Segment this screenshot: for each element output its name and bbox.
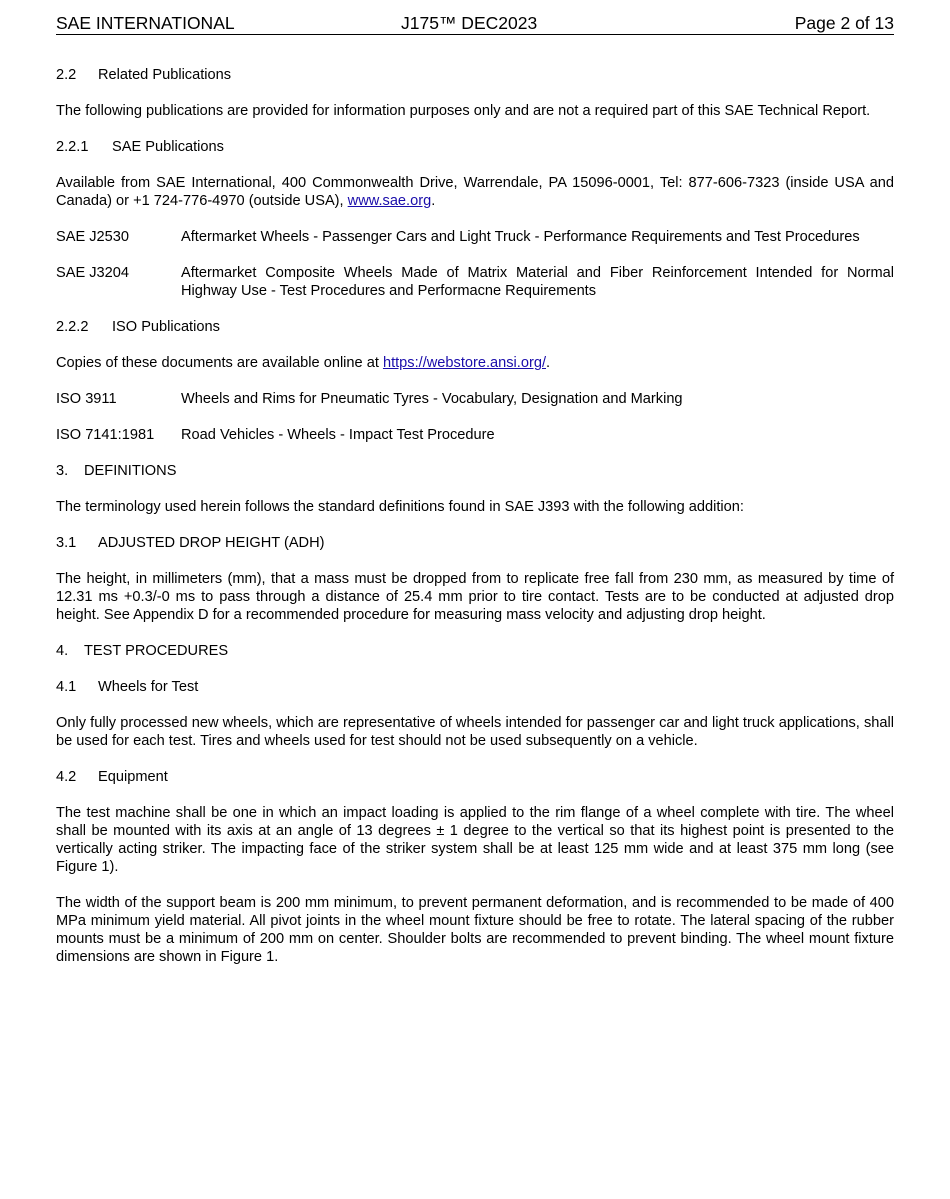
reference-id: SAE J3204 <box>56 265 130 281</box>
reference-id: SAE J2530 <box>56 229 130 245</box>
reference-entry <box>56 228 894 246</box>
section-heading-3 <box>56 462 894 480</box>
paragraph-wheels-for-test: Only fully processed new wheels, which are representative of wheels intended for passenger car and light truck applications, shall be used for each test. Tires and wheels used for test should not be used subsequently on a vehicle. <box>56 715 894 749</box>
section-title: SAE Publications <box>112 139 224 155</box>
section-title: ADJUSTED DROP HEIGHT (ADH) <box>98 535 325 551</box>
paragraph-text-end: . <box>546 355 551 371</box>
section-number: 2.2.1 <box>56 139 89 155</box>
header-organization: SAE INTERNATIONAL <box>56 13 235 33</box>
section-heading-4-2 <box>56 768 894 786</box>
section-heading-2-2-2 <box>56 318 894 336</box>
section-title: ISO Publications <box>112 319 220 335</box>
section-number: 3. <box>56 463 69 479</box>
section-number: 2.2.2 <box>56 319 89 335</box>
section-heading-4 <box>56 642 894 660</box>
header-page-number: Page 2 of 13 <box>794 13 894 33</box>
paragraph-support-beam: The width of the support beam is 200 mm minimum, to prevent permanent deformation, and is recommended to be made of 400 MPa minimum yield material. All pivot joints in the wheel mount fixture should be free to rotate. The lateral spacing of the rubber mounts must be a minimum of 200 mm on center. Shoulder bolts are recommended to prevent binding. The wheel mount fixture dimensions are shown in Figure 1. <box>56 895 894 965</box>
section-number: 2.2 <box>56 67 77 83</box>
section-number: 4.1 <box>56 679 77 695</box>
section-heading-4-1 <box>56 678 894 696</box>
document-page <box>56 12 894 966</box>
reference-title: Aftermarket Composite Wheels Made of Matrix Material and Fiber Reinforcement Intended for Normal Highway Use - Test Procedures and Performacne Requirements <box>181 265 894 299</box>
paragraph-iso-availability <box>56 354 894 372</box>
paragraph-adjusted-drop-height: The height, in millimeters (mm), that a mass must be dropped from to replicate free fall from 230 mm, as measured by time of 12.31 ms +0.3/-0 ms to pass through a distance of 25.4 mm prior to tire contact. Tests are to be conducted at adjusted drop height. See Appendix D for a recommended procedure for measuring mass velocity and adjusting drop height. <box>56 571 894 623</box>
section-title: Wheels for Test <box>98 679 199 695</box>
reference-entry <box>56 264 894 300</box>
section-heading-3-1 <box>56 534 894 552</box>
paragraph-definitions: The terminology used herein follows the standard definitions found in SAE J393 with the following addition: <box>56 499 744 515</box>
section-title: Related Publications <box>98 67 232 83</box>
reference-title: Road Vehicles - Wheels - Impact Test Procedure <box>181 427 495 443</box>
paragraph-text: Copies of these documents are available online at <box>56 355 383 371</box>
section-title: Equipment <box>98 769 168 785</box>
reference-entry <box>56 426 894 444</box>
sae-website-link[interactable]: www.sae.org <box>347 193 432 209</box>
page-header <box>56 12 894 35</box>
section-number: 4. <box>56 643 69 659</box>
section-title: TEST PROCEDURES <box>84 643 229 659</box>
section-number: 3.1 <box>56 535 77 551</box>
header-document-id: J175™ DEC2023 <box>401 13 538 33</box>
section-number: 4.2 <box>56 769 77 785</box>
paragraph-related-publications: The following publications are provided for information purposes only and are not a required part of this SAE Technical Report. <box>56 103 871 119</box>
reference-title: Wheels and Rims for Pneumatic Tyres - Vocabulary, Designation and Marking <box>181 391 683 407</box>
section-heading-2-2-1 <box>56 138 894 156</box>
paragraph-sae-availability <box>56 174 894 210</box>
reference-title: Aftermarket Wheels - Passenger Cars and Light Truck - Performance Requirements and Test Procedures <box>181 229 860 245</box>
reference-entry <box>56 390 894 408</box>
reference-id: ISO 7141:1981 <box>56 427 155 443</box>
reference-id: ISO 3911 <box>56 391 117 407</box>
ansi-webstore-link[interactable]: https://webstore.ansi.org/ <box>382 355 546 371</box>
paragraph-text: Available from SAE International, 400 Commonwealth Drive, Warrendale, PA 15096-0001, Tel: 877-606-7323 (inside USA and Canada) or +1 724-776-4970 (outside USA), <box>56 175 894 209</box>
paragraph-test-machine: The test machine shall be one in which an impact loading is applied to the rim flange of a wheel complete with tire. The wheel shall be mounted with its axis at an angle of 13 degrees ± 1 degree to the vertical so that its highest point is presented to the vertically acting striker. The impacting face of the striker system shall be at least 125 mm wide and at least 375 mm long (see Figure 1). <box>56 805 894 875</box>
section-heading-2-2 <box>56 66 894 84</box>
section-title: DEFINITIONS <box>84 463 177 479</box>
paragraph-text-end: . <box>431 193 436 209</box>
